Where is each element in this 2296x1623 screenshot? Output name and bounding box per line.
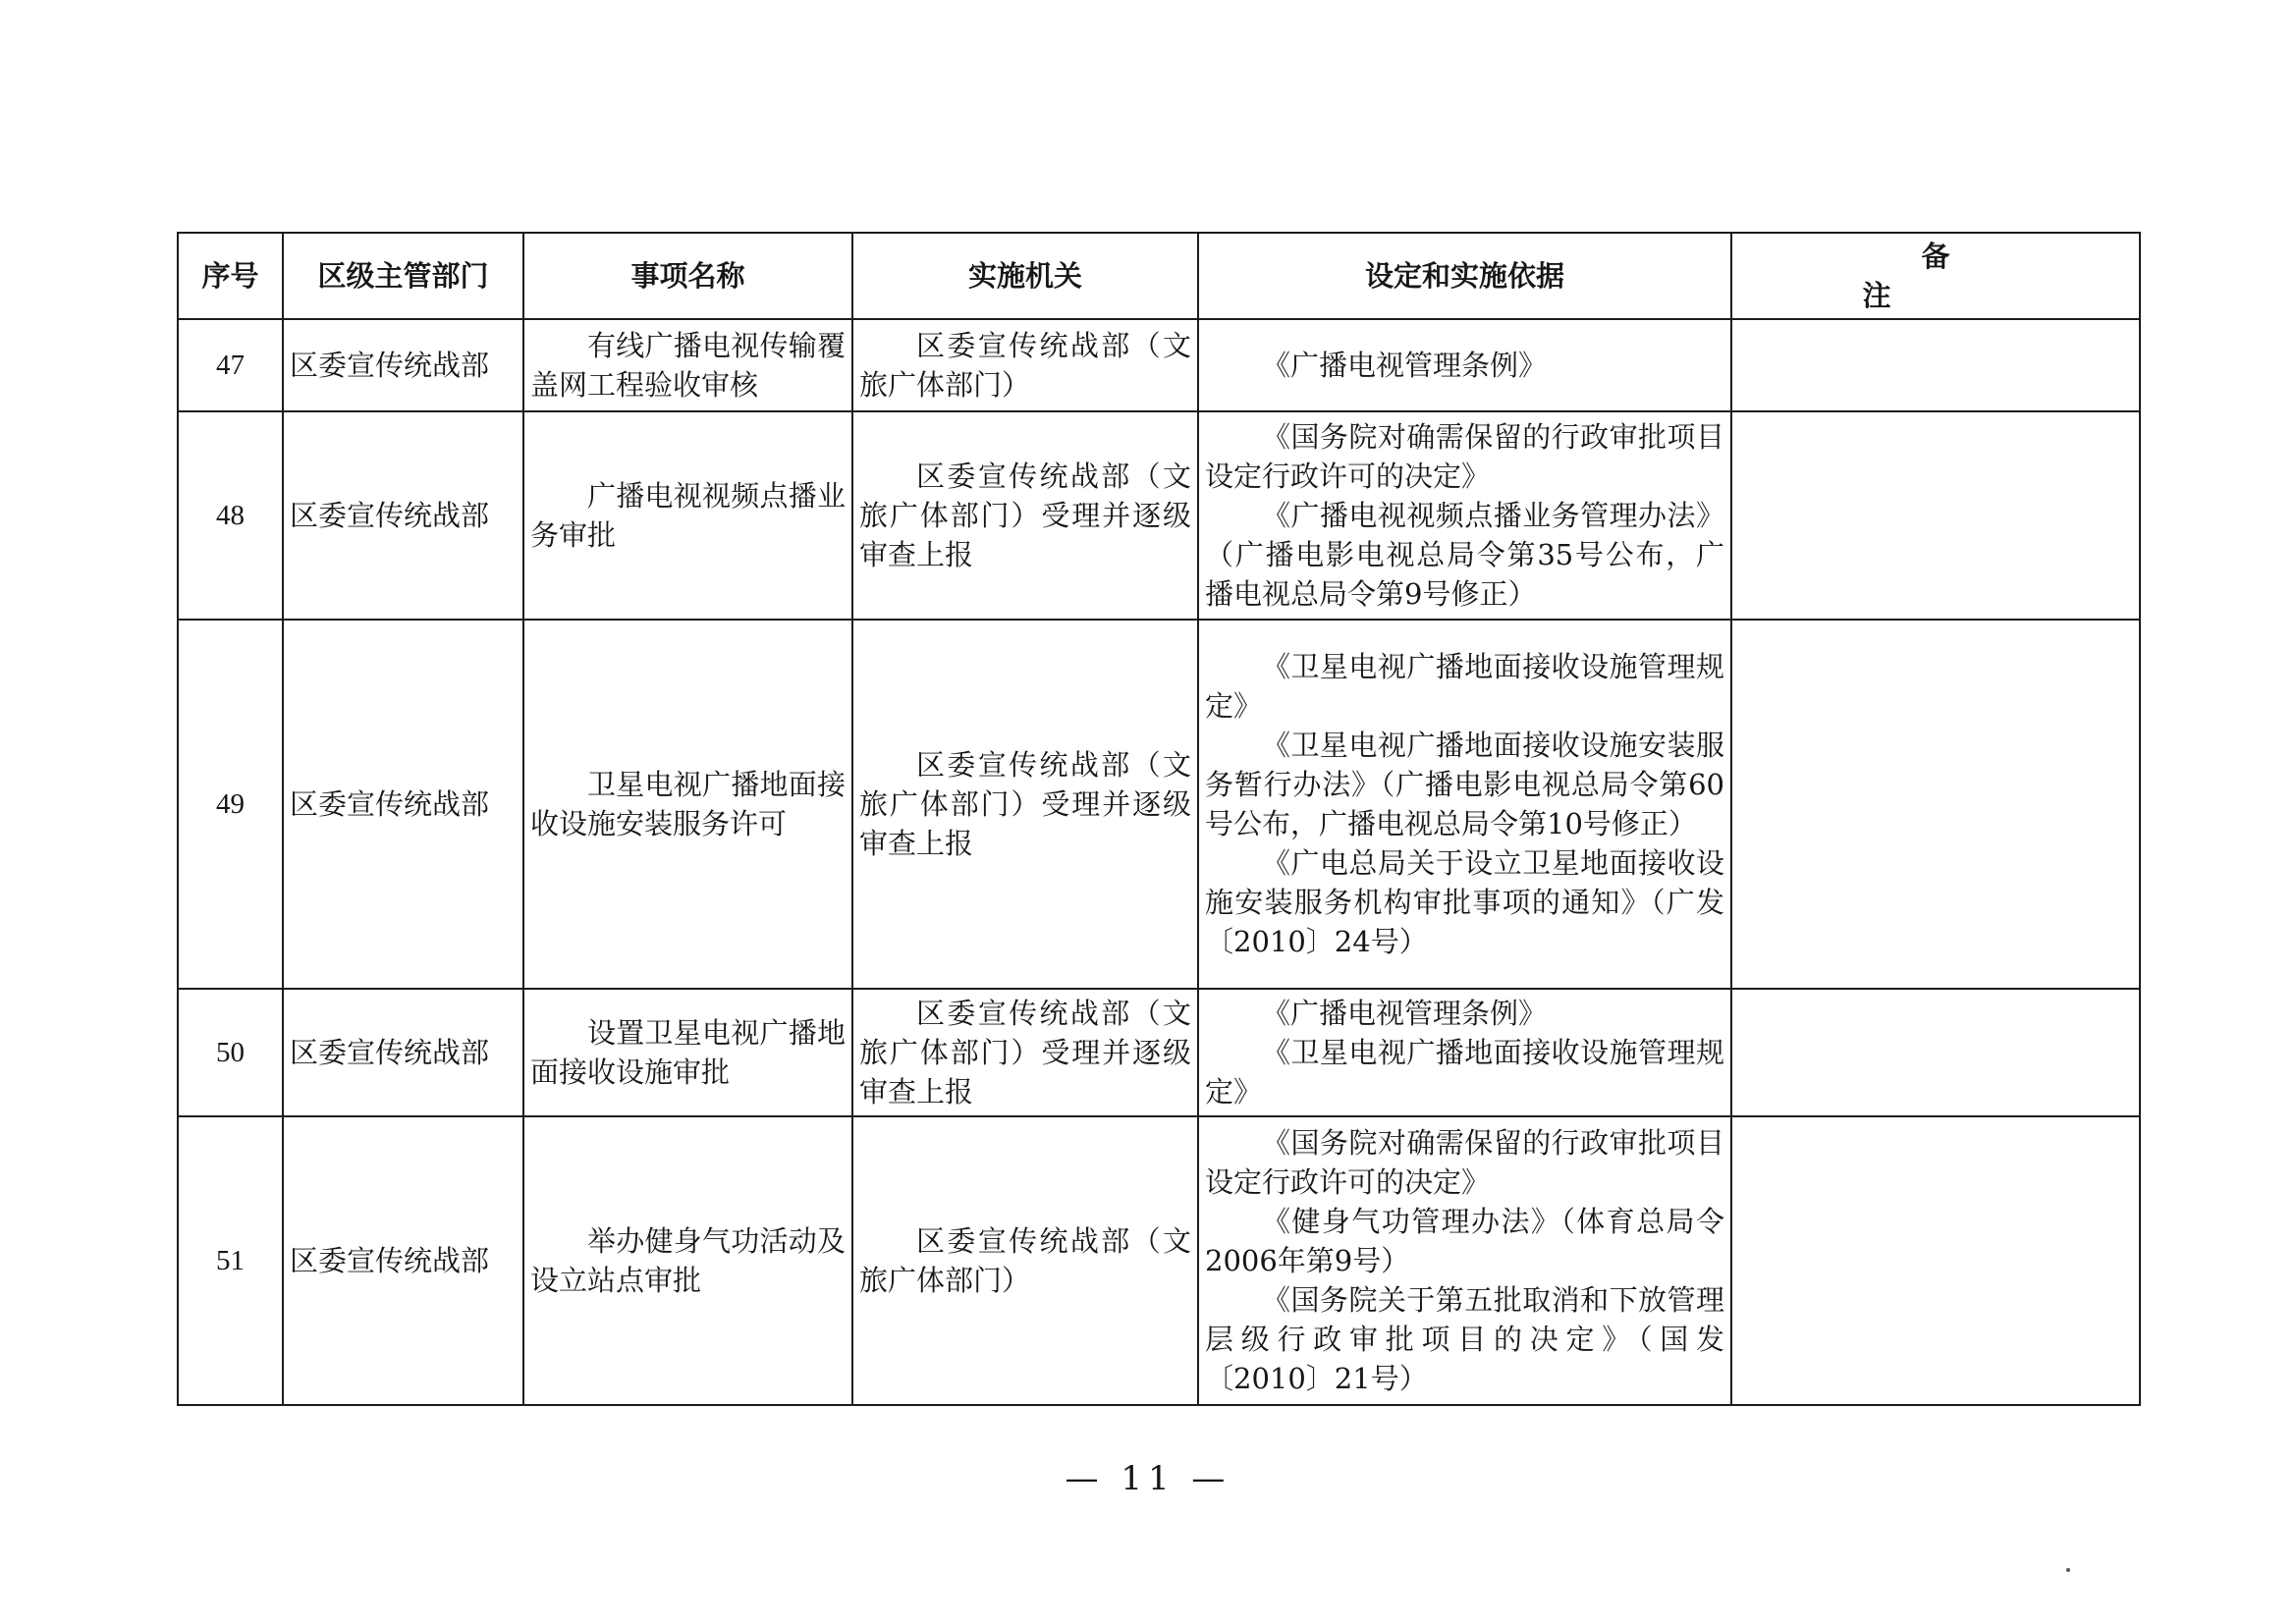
row-note [1731, 620, 2140, 989]
header-agency: 实施机关 [852, 233, 1198, 319]
basis-line: 《国务院对确需保留的行政审批项目设定行政许可的决定》 [1205, 1126, 1724, 1199]
row-basis [1198, 989, 1731, 1116]
approval-items-table [177, 232, 2141, 1406]
scan-speck [2066, 1568, 2070, 1572]
row-agency: 区委宣传统战部（文旅广体部门）受理并逐级审查上报 [852, 411, 1198, 620]
row-basis [1198, 620, 1731, 989]
row-seq: 51 [178, 1116, 283, 1405]
row-agency: 区委宣传统战部（文旅广体部门） [852, 319, 1198, 411]
row-item: 广播电视视频点播业务审批 [523, 411, 852, 620]
row-seq: 47 [178, 319, 283, 411]
table-header-row [178, 233, 2140, 319]
row-seq: 48 [178, 411, 283, 620]
page-number: — 11 — [1065, 1459, 1231, 1498]
row-dept: 区委宣传统战部 [283, 319, 523, 411]
row-note [1731, 1116, 2140, 1405]
header-basis: 设定和实施依据 [1198, 233, 1731, 319]
row-basis [1198, 411, 1731, 620]
header-seq: 序号 [178, 233, 283, 319]
basis-line: 《广电总局关于设立卫星地面接收设施安装服务机构审批事项的通知》（广发〔2010〕24号） [1205, 846, 1724, 958]
row-basis [1198, 1116, 1731, 1405]
basis-line: 《卫星电视广播地面接收设施安装服务暂行办法》（广播电影电视总局令第60号公布，广播电视总局令第10号修正） [1205, 729, 1724, 840]
basis-line: 《广播电视管理条例》 [1262, 349, 1548, 382]
header-item: 事项名称 [523, 233, 852, 319]
basis-line: 《卫星电视广播地面接收设施管理规定》 [1205, 650, 1724, 723]
table-row [178, 319, 2140, 411]
basis-line: 《健身气功管理办法》（体育总局令2006年第9号） [1205, 1205, 1724, 1277]
table-row [178, 411, 2140, 620]
row-agency: 区委宣传统战部（文旅广体部门） [852, 1116, 1198, 1405]
row-item: 举办健身气功活动及设立站点审批 [523, 1116, 852, 1405]
basis-line: 《广播电视视频点播业务管理办法》（广播电影电视总局令第35号公布，广播电视总局令第9号修正） [1205, 499, 1724, 611]
basis-line: 《卫星电视广播地面接收设施管理规定》 [1205, 1036, 1724, 1109]
row-item: 卫星电视广播地面接收设施安装服务许可 [523, 620, 852, 989]
header-dept: 区级主管部门 [283, 233, 523, 319]
header-note: 备注 [1731, 233, 2140, 319]
row-item: 有线广播电视传输覆盖网工程验收审核 [523, 319, 852, 411]
basis-line: 《国务院对确需保留的行政审批项目设定行政许可的决定》 [1205, 420, 1724, 493]
row-note [1731, 319, 2140, 411]
row-dept: 区委宣传统战部 [283, 411, 523, 620]
row-item: 设置卫星电视广播地面接收设施审批 [523, 989, 852, 1116]
approval-items-sheet [177, 232, 2139, 1410]
row-agency: 区委宣传统战部（文旅广体部门）受理并逐级审查上报 [852, 620, 1198, 989]
row-seq: 49 [178, 620, 283, 989]
row-dept: 区委宣传统战部 [283, 989, 523, 1116]
row-agency: 区委宣传统战部（文旅广体部门）受理并逐级审查上报 [852, 989, 1198, 1116]
row-seq: 50 [178, 989, 283, 1116]
table-row [178, 620, 2140, 989]
basis-line: 《国务院关于第五批取消和下放管理层级行政审批项目的决定》（国发〔2010〕21号） [1205, 1283, 1724, 1395]
table-row [178, 989, 2140, 1116]
row-basis [1198, 319, 1731, 411]
table-row [178, 1116, 2140, 1405]
row-note [1731, 411, 2140, 620]
basis-line: 《广播电视管理条例》 [1262, 997, 1548, 1030]
row-note [1731, 989, 2140, 1116]
row-dept: 区委宣传统战部 [283, 620, 523, 989]
row-dept: 区委宣传统战部 [283, 1116, 523, 1405]
